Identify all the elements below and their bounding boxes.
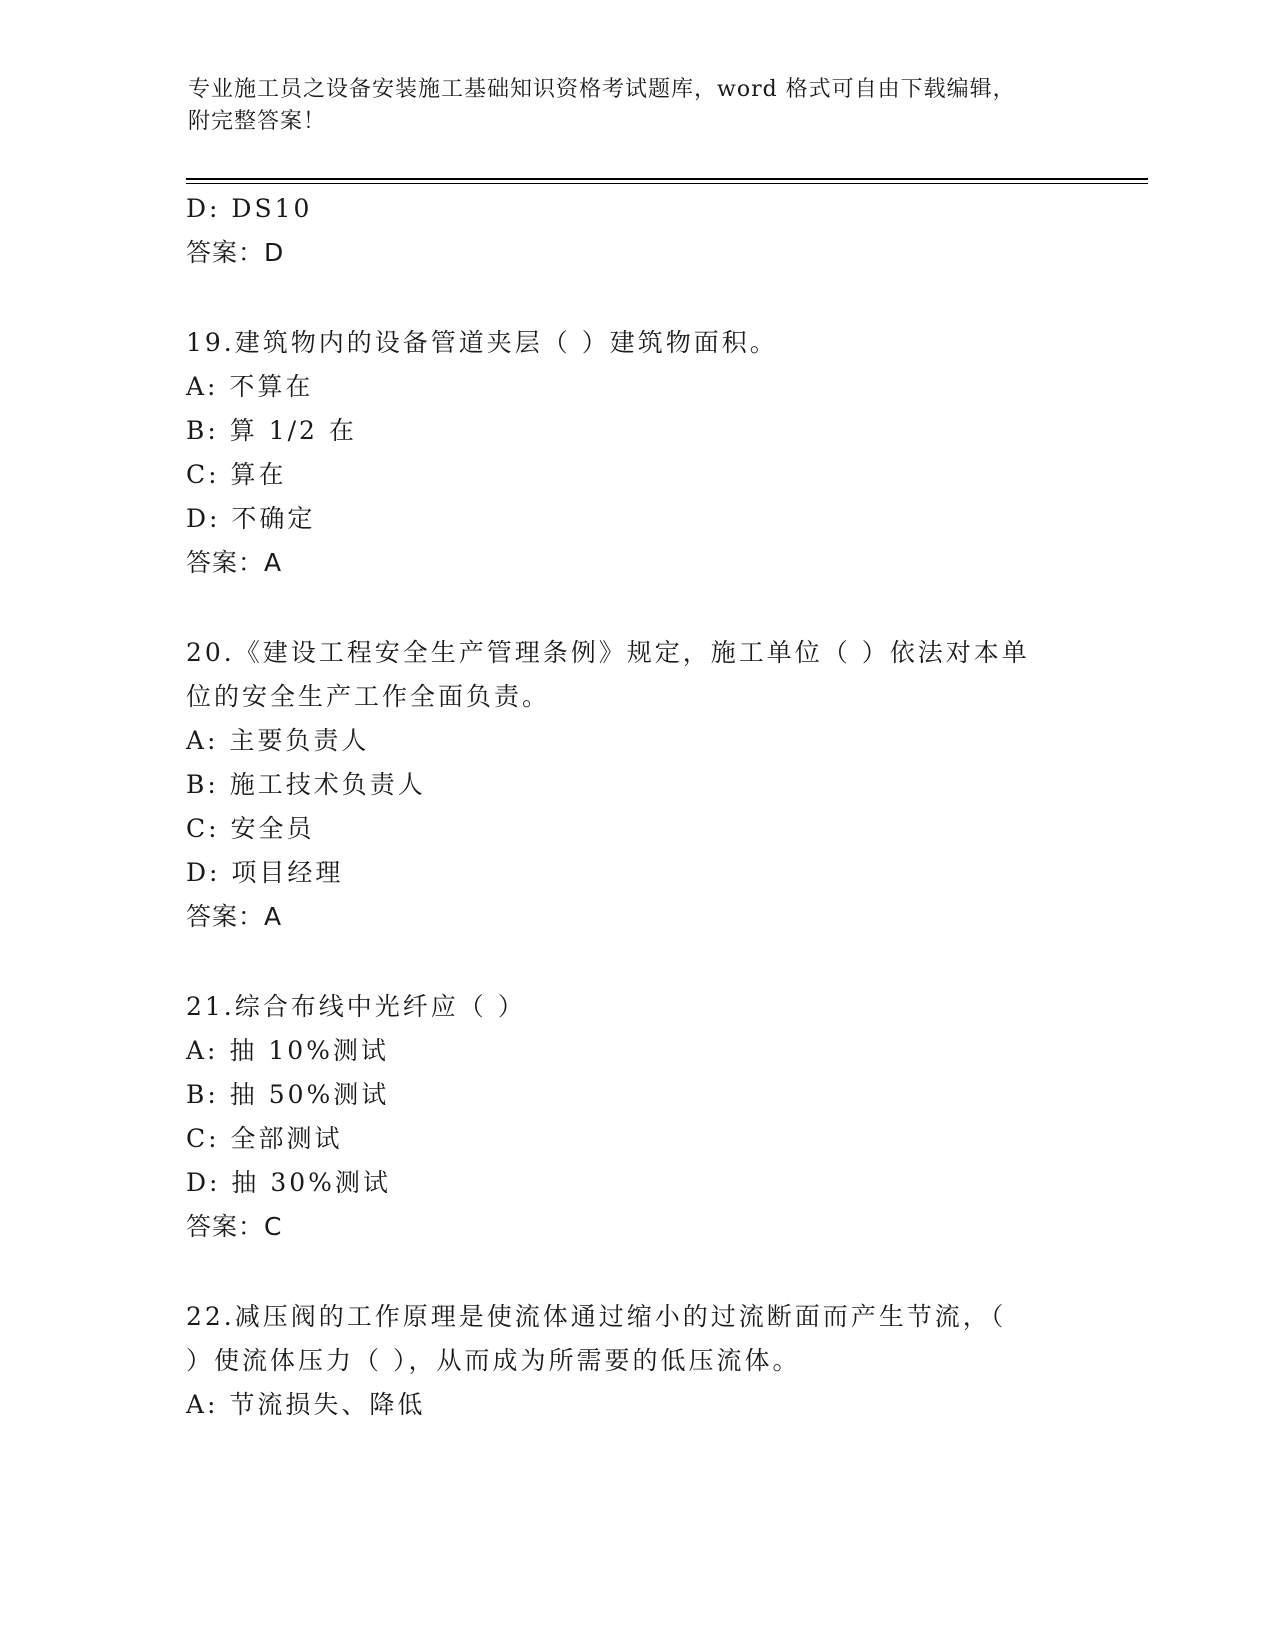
question-19-option-a: A: 不算在	[186, 372, 314, 401]
question-21-option-b: B: 抽 50%测试	[186, 1080, 390, 1109]
question-20-stem-line-1: 20.《建设工程安全生产管理条例》规定，施工单位（ ）依法对本单	[186, 638, 1030, 667]
question-22-stem-line-2: ）使流体压力（ ），从而成为所需要的低压流体。	[186, 1346, 801, 1375]
question-21-stem: 21.综合布线中光纤应（ ）	[186, 992, 526, 1021]
question-20-option-b: B: 施工技术负责人	[186, 770, 426, 799]
question-19-option-c: C: 算在	[186, 460, 287, 489]
question-19-stem: 19.建筑物内的设备管道夹层（ ）建筑物面积。	[186, 328, 778, 357]
prev-option-d: D: DS10	[186, 194, 313, 223]
question-19-answer: 答案：A	[186, 548, 283, 577]
header-line-2: 附完整答案！	[188, 109, 327, 134]
question-20-option-a: A: 主要负责人	[186, 726, 370, 755]
question-21-option-d: D: 抽 30%测试	[186, 1168, 391, 1197]
question-20-answer: 答案：A	[186, 902, 283, 931]
question-22-stem-line-1: 22.减压阀的工作原理是使流体通过缩小的过流断面而产生节流，（	[186, 1302, 1007, 1331]
question-20-stem-line-2: 位的安全生产工作全面负责。	[186, 682, 551, 711]
question-21-option-a: A: 抽 10%测试	[186, 1036, 389, 1065]
question-20-option-d: D: 项目经理	[186, 858, 344, 887]
page-header	[188, 74, 1088, 138]
header-divider-thin	[186, 183, 1148, 184]
question-19-option-b: B: 算 1/2 在	[186, 416, 357, 445]
question-22-option-a: A: 节流损失、降低	[186, 1390, 426, 1419]
question-20-option-c: C: 安全员	[186, 814, 315, 843]
question-21-option-c: C: 全部测试	[186, 1124, 343, 1153]
header-divider	[186, 178, 1148, 180]
question-19-option-d: D: 不确定	[186, 504, 316, 533]
header-line-1: 专业施工员之设备安装施工基础知识资格考试题库，word 格式可自由下载编辑，	[188, 77, 1016, 102]
question-21-answer: 答案：C	[186, 1212, 283, 1241]
prev-answer: 答案：D	[186, 238, 285, 267]
